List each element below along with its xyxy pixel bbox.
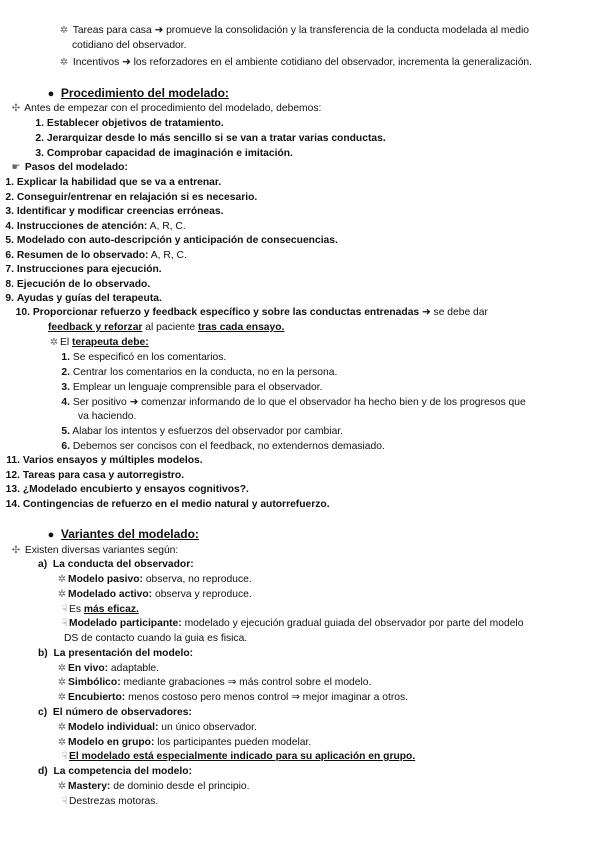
flower-icon: ✣ <box>11 103 21 114</box>
pointing-hand-icon: ☛ <box>11 162 21 173</box>
arrow-right-icon: ➜ <box>422 307 431 318</box>
step-item: 11. Varios ensayos y múltiples modelos. <box>6 455 203 466</box>
step-item: 12. Tareas para casa y autorregistro. <box>5 469 185 481</box>
arrow-right-icon: ➜ <box>129 397 139 408</box>
steps-label: ☛ Pasos del modelado: <box>11 162 128 173</box>
variant-c-item-2: ✲ Modelo en grupo: los participantes pueden modelar. <box>57 737 312 748</box>
prep-item: 2. Jerarquizar desde lo más sencillo si se van a tratar varias conductas. <box>35 133 386 144</box>
variant-a: a) La conducta del observador: <box>38 559 194 570</box>
therapist-label: ✲ El terapeuta debe: <box>49 337 149 348</box>
hand-down-icon: ☟ <box>61 751 68 762</box>
prep-item: 1. Establecer objetivos de tratamiento. <box>35 118 224 129</box>
step-item: 9. Ayudas y guías del terapeuta. <box>5 293 162 304</box>
asterisk-icon: ✲ <box>57 589 67 600</box>
step-item: 7. Instrucciones para ejecución. <box>5 264 162 275</box>
asterisk-icon: ✲ <box>57 781 67 792</box>
variant-b-item-2: ✲ Simbólico: mediante grabaciones ⇒ más control sobre el modelo. <box>57 677 372 688</box>
variant-d-item-2: ☟Destrezas motoras. <box>61 796 159 807</box>
step-item: 2. Conseguir/entrenar en relajación si es necesario. <box>5 191 258 203</box>
hand-down-icon: ☟ <box>61 604 68 615</box>
asterisk-icon: ✲ <box>49 337 59 348</box>
bullet-icon: ● <box>47 529 55 541</box>
asterisk-icon: ✲ <box>57 663 67 674</box>
therapist-item: 4. Ser positivo ➜ comenzar informando de lo que el observador ha hecho bien y de los progresos que <box>61 397 526 408</box>
asterisk-icon: ✲ <box>57 722 67 733</box>
therapist-item: 1. Se especificó en los comentarios. <box>61 352 227 363</box>
step-item: 6. Resumen de lo observado: A, R, C. <box>5 249 187 261</box>
step-item: 5. Modelado con auto-descripción y anticipación de consecuencias. <box>5 235 338 246</box>
step-10-cont: feedback y reforzar al paciente tras cada ensayo. <box>48 322 285 333</box>
variant-b-item-3: ✲ Encubierto: menos costoso pero menos control ⇒ mejor imaginar a otros. <box>57 692 408 703</box>
therapist-item-cont: va haciendo. <box>78 411 137 422</box>
variant-a-item-1: ✲ Modelo pasivo: observa, no reproduce. <box>57 574 252 585</box>
step-item: 14. Contingencias de refuerzo en el medio natural y autorrefuerzo. <box>5 498 330 510</box>
step-item: 8. Ejecución de lo observado. <box>5 278 151 290</box>
variant-a-item-2: ✲ Modelado activo: observa y reproduce. <box>57 589 252 600</box>
step-item: 1. Explicar la habilidad que se va a entrenar. <box>5 177 222 188</box>
step-item: 13. ¿Modelado encubierto y ensayos cognitivos?. <box>5 484 249 496</box>
top-line-homework: ✲ Tareas para casa ➜ promueve la consolidación y la transferencia de la conducta modelada al medio <box>59 25 529 36</box>
asterisk-icon: ✲ <box>59 25 69 36</box>
hand-down-icon: ☟ <box>61 796 68 807</box>
top-line-incentives: ✲ Incentivos ➜ los reforzadores en el ambiente cotidiano del observador, incrementa la generalización. <box>59 57 533 68</box>
variants-intro: ✣ Existen diversas variantes según: <box>11 545 179 556</box>
arrow-right-icon: ➜ <box>122 57 131 68</box>
section-heading-procedure: ● Procedimiento del modelado: <box>44 86 592 102</box>
therapist-item: 3. Emplear un lenguaje comprensible para el observador. <box>61 382 323 393</box>
flower-icon: ✣ <box>11 545 21 556</box>
hand-down-icon: ☟ <box>61 618 68 629</box>
therapist-item: 6. Debemos ser concisos con el feedback, no extendernos demasiado. <box>61 441 385 452</box>
asterisk-icon: ✲ <box>57 574 67 585</box>
arrow-right-icon: ➜ <box>154 25 164 36</box>
asterisk-icon: ✲ <box>57 677 67 688</box>
variant-c-item-3: ☟El modelado está especialmente indicado para su aplicación en grupo. <box>61 751 416 762</box>
variant-a-item-4-cont: DS de contacto cuando la guia es fisica. <box>64 633 248 644</box>
variant-a-item-4: ☟Modelado participante: modelado y ejecución gradual guiada del observador por parte del modelo <box>61 618 524 629</box>
variant-c-item-1: ✲ Modelo individual: un único observador. <box>57 722 257 733</box>
variant-d: d) La competencia del modelo: <box>38 766 192 777</box>
section-heading-variants: ● Variantes del modelado: <box>44 527 592 543</box>
therapist-item: 2. Centrar los comentarios en la conducta, no en la persona. <box>61 367 338 378</box>
variant-c: c) El número de observadores: <box>38 707 192 718</box>
asterisk-icon: ✲ <box>57 737 67 748</box>
step-item: 4. Instrucciones de atención: A, R, C. <box>5 220 186 232</box>
variant-a-item-3: ☟Es más eficaz. <box>61 604 139 615</box>
top-line-homework-cont: cotidiano del observador. <box>72 40 187 51</box>
step-10: 10. Proporcionar refuerzo y feedback específico y sobre las conductas entrenadas ➜ se debe dar <box>15 307 488 318</box>
asterisk-icon: ✲ <box>57 692 67 703</box>
variant-d-item-1: ✲ Mastery: de dominio desde el principio. <box>57 781 250 792</box>
procedure-intro: ✣ Antes de empezar con el procedimiento del modelado, debemos: <box>11 103 322 114</box>
asterisk-icon: ✲ <box>59 57 69 68</box>
step-item: 3. Identificar y modificar creencias erróneas. <box>5 206 224 217</box>
prep-item: 3. Comprobar capacidad de imaginación e imitación. <box>35 148 293 159</box>
therapist-item: 5. Alabar los intentos y esfuerzos del observador por cambiar. <box>61 426 344 437</box>
variant-b-item-1: ✲ En vivo: adaptable. <box>57 663 160 674</box>
variant-b: b) La presentación del modelo: <box>38 648 194 659</box>
bullet-icon: ● <box>47 88 55 100</box>
